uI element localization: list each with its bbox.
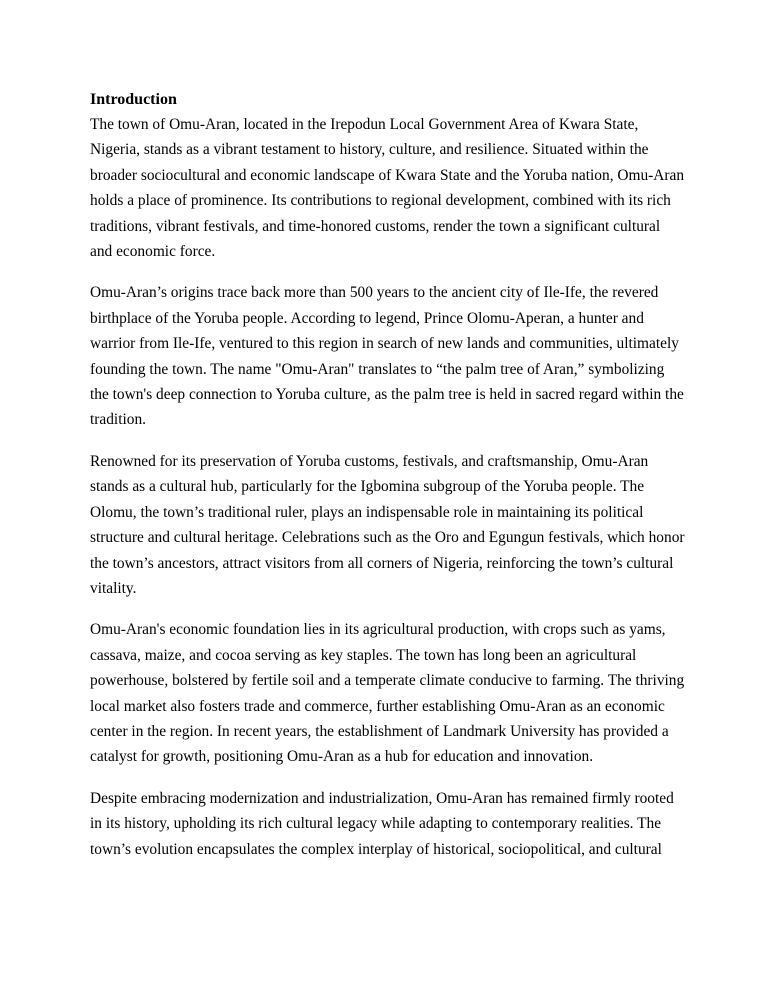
section-heading: Introduction bbox=[90, 91, 177, 108]
paragraph-overview: The town of Omu-Aran, located in the Irepodun Local Government Area of Kwara State, Nigeria, stands as a vibrant testament to history, culture, and resilience. Situated within the broader sociocultural and economic landscape of Kwara State and the Yoruba nation, Omu-Aran holds a place of prominence. Its contributions to regional development, combined with its rich traditions, vibrant festivals, and time-honored customs, render the town a significant cultural and economic force. bbox=[90, 116, 685, 261]
paragraph-modernization: Despite embracing modernization and industrialization, Omu-Aran has remained firmly rooted in its history, upholding its rich cultural legacy while adapting to contemporary realities. The town’s evolution encapsulates the complex interplay of historical, sociopolitical, and cultural bbox=[90, 789, 674, 858]
paragraph-culture: Renowned for its preservation of Yoruba customs, festivals, and craftsmanship, Omu-Aran stands as a cultural hub, particularly for the Igbomina subgroup of the Yoruba people. The Olomu, the town’s traditional ruler, plays an indispensable role in maintaining its political structure and cultural heritage. Celebrations such as the Oro and Egungun festivals, which honor the town’s ancestors, attract visitors from all corners of Nigeria, reinforcing the town’s cultural vitality. bbox=[90, 452, 685, 597]
paragraph-origins: Omu-Aran’s origins trace back more than 500 years to the ancient city of Ile-Ife, the revered birthplace of the Yoruba people. According to legend, Prince Olomu-Aperan, a hunter and warrior from Ile-Ife, ventured to this region in search of new lands and communities, ultimately founding the town. The name "Omu-Aran" translates to “the palm tree of Aran,” symbolizing the town's deep connection to Yoruba culture, as the palm tree is held in sacred regard within the tradition. bbox=[90, 284, 684, 429]
document-page bbox=[90, 88, 686, 878]
paragraph-economy: Omu-Aran's economic foundation lies in its agricultural production, with crops such as yams, cassava, maize, and cocoa serving as key staples. The town has long been an agricultural powerhouse, bolstered by fertile soil and a temperate climate conducive to farming. The thriving local market also fosters trade and commerce, further establishing Omu-Aran as an economic center in the region. In recent years, the establishment of Landmark University has provided a catalyst for growth, positioning Omu-Aran as a hub for education and innovation. bbox=[90, 621, 685, 766]
